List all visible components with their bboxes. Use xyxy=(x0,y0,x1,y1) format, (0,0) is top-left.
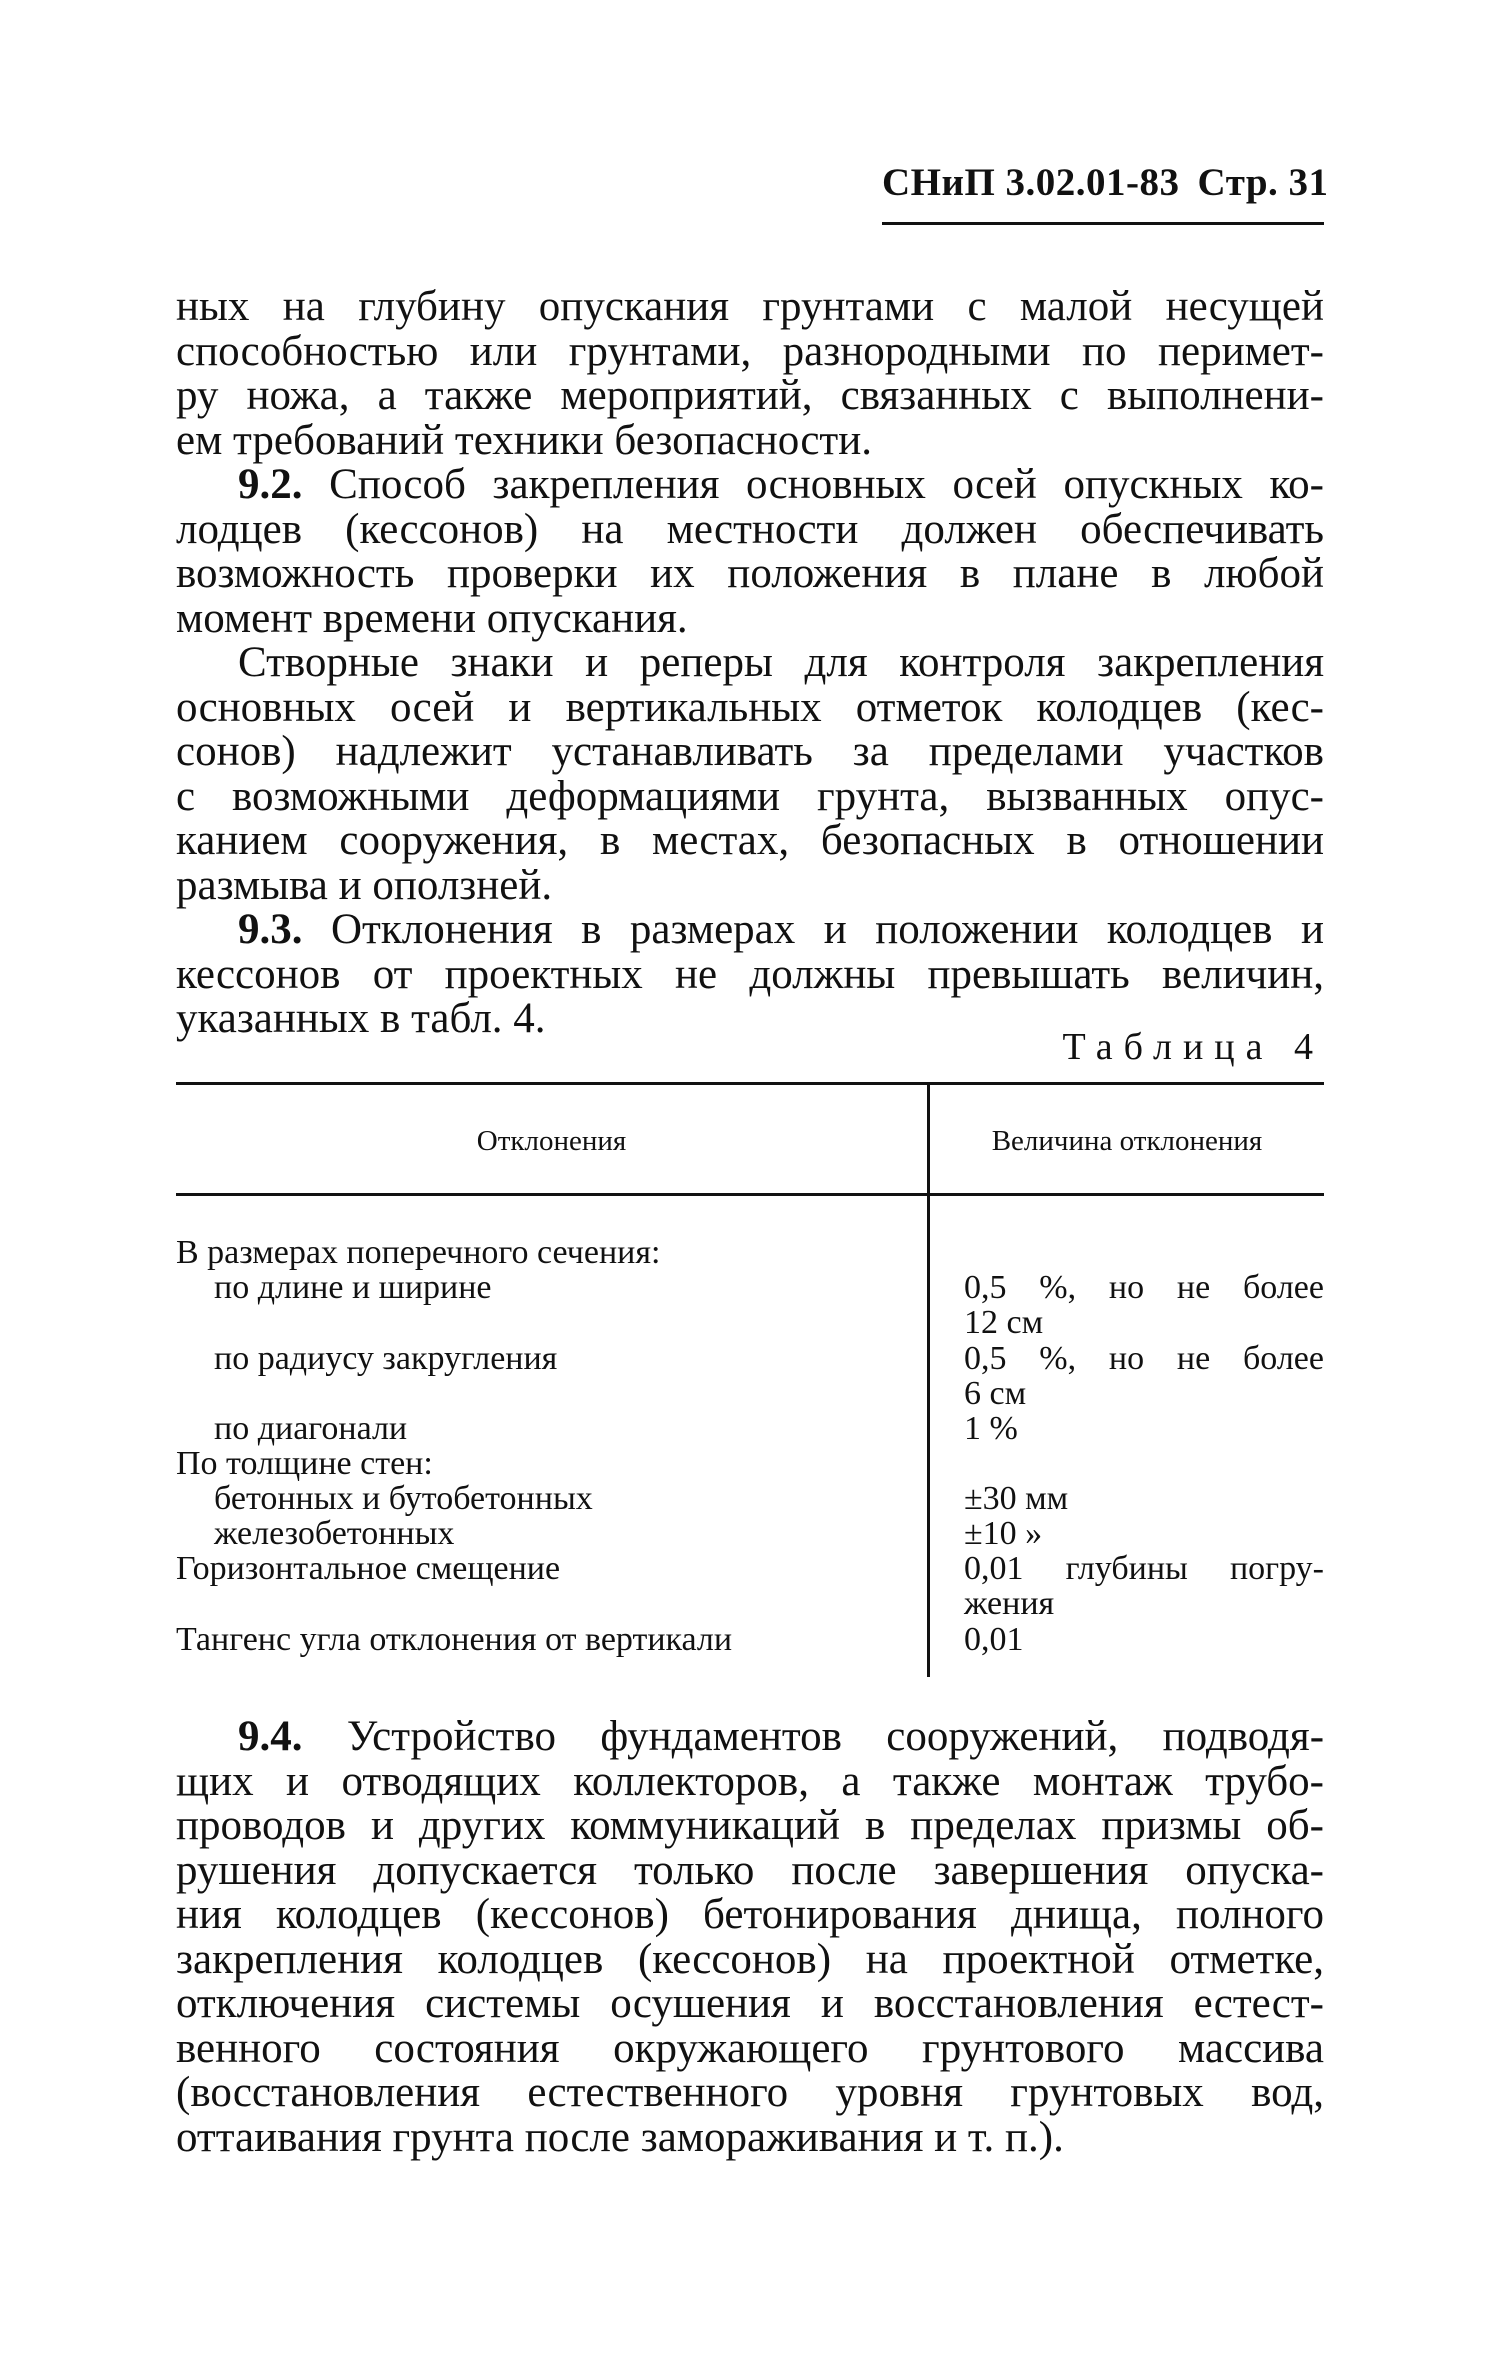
text-line: щих и отводящих коллекторов, а также монтаж трубо- xyxy=(176,1757,1324,1805)
text-line: закрепления колодцев (кессонов) на проектной отметке, xyxy=(176,1935,1324,1983)
body-text-bottom xyxy=(176,1715,1324,2160)
text-line: венного состояния окружающего грунтового массива xyxy=(176,2024,1324,2072)
text-line: отключения системы осушения и восстановления естест- xyxy=(176,1980,1324,2027)
text-line: способностью или грунтами, разнородными по перимет- xyxy=(176,327,1324,375)
text-line: оттаивания грунта после замораживания и т. п.). xyxy=(176,2113,1064,2161)
table-cell-label: по длине и ширине xyxy=(214,1269,492,1306)
table-cell-label: По толщине стен: xyxy=(176,1445,433,1482)
text-line: ру ножа, а также мероприятий, связанных с выполнени- xyxy=(176,372,1324,419)
section-number: 9.3. xyxy=(238,906,303,953)
table-cell-value: 0,5 %, но не более 6 см xyxy=(964,1340,1324,1412)
text-line: рушения допускается только после завершения опуска- xyxy=(176,1846,1324,1894)
section-number: 9.2. xyxy=(238,461,303,508)
text-line: лодцев (кессонов) на местности должен обеспечивать xyxy=(176,505,1324,553)
text-line: размыва и оползней. xyxy=(176,861,553,909)
page-number: Стр. 31 xyxy=(1197,161,1329,204)
text-line: канием сооружения, в местах, безопасных в отношении xyxy=(176,817,1324,864)
table-column-divider xyxy=(927,1082,930,1677)
table-cell-value: 0,01 глубины погру- жения xyxy=(964,1550,1324,1622)
table-header-deviations: Отклонения xyxy=(476,1125,627,1157)
table-cell-label: по диагонали xyxy=(214,1410,408,1447)
section-number: 9.4. xyxy=(238,1713,303,1760)
table-cell-label: по радиусу закругления xyxy=(214,1340,558,1377)
text-line: указанных в табл. 4. xyxy=(176,995,546,1042)
table-cell-label: В размерах поперечного сечения: xyxy=(176,1234,661,1271)
table-header-value: Величина отклонения xyxy=(991,1125,1263,1157)
header-rule xyxy=(882,222,1324,225)
text-line: 9.2. Способ закрепления основных осей опускных ко- xyxy=(238,461,1325,508)
table-cell-value: 1 % xyxy=(964,1410,1018,1447)
table-cell-value: 0,01 xyxy=(964,1621,1024,1658)
text-line: ем требований техники безопасности. xyxy=(176,416,872,464)
body-text-top xyxy=(176,285,1324,1042)
text-line: сонов) надлежит устанавливать за пределами участков xyxy=(176,728,1324,775)
text-line: ния колодцев (кессонов) бетонирования днища, полного xyxy=(176,1891,1324,1938)
table-cell-value: ±10 » xyxy=(964,1515,1043,1552)
table-cell-value: 0,5 %, но не более 12 см xyxy=(964,1269,1324,1341)
table-cell-label: Горизонтальное смещение xyxy=(176,1550,561,1587)
text-line: момент времени опускания. xyxy=(176,594,688,642)
text-line: основных осей и вертикальных отметок колодцев (кес- xyxy=(176,683,1324,731)
table-cell-label: бетонных и бутобетонных xyxy=(214,1480,593,1517)
text-line: возможность проверки их положения в плане в любой xyxy=(176,550,1324,597)
text-line: (восстановления естественного уровня грунтовых вод, xyxy=(176,2069,1324,2116)
table-cell-label: железобетонных xyxy=(214,1515,455,1552)
text-line: кессонов от проектных не должны превышать величин, xyxy=(176,950,1324,998)
text-line: 9.4. Устройство фундаментов сооружений, подводя- xyxy=(238,1713,1325,1760)
table-cell-label: Тангенс угла отклонения от вертикали xyxy=(176,1621,733,1658)
table-top-rule xyxy=(176,1082,1324,1085)
document-code: СНиП 3.02.01-83 xyxy=(882,161,1180,204)
text-line: Створные знаки и реперы для контроля закрепления xyxy=(238,639,1324,686)
text-line: 9.3. Отклонения в размерах и положении колодцев и xyxy=(238,906,1324,953)
text-line: с возможными деформациями грунта, вызванных опус- xyxy=(176,772,1324,820)
table-cell-value: ±30 мм xyxy=(964,1480,1069,1517)
page-header xyxy=(882,160,1329,205)
table-header-rule xyxy=(176,1193,1324,1196)
text-line: проводов и других коммуникаций в пределах призмы об- xyxy=(176,1802,1324,1849)
table-title: Таблица 4 xyxy=(1062,1026,1324,1068)
text-line: ных на глубину опускания грунтами с малой несущей xyxy=(176,283,1324,330)
